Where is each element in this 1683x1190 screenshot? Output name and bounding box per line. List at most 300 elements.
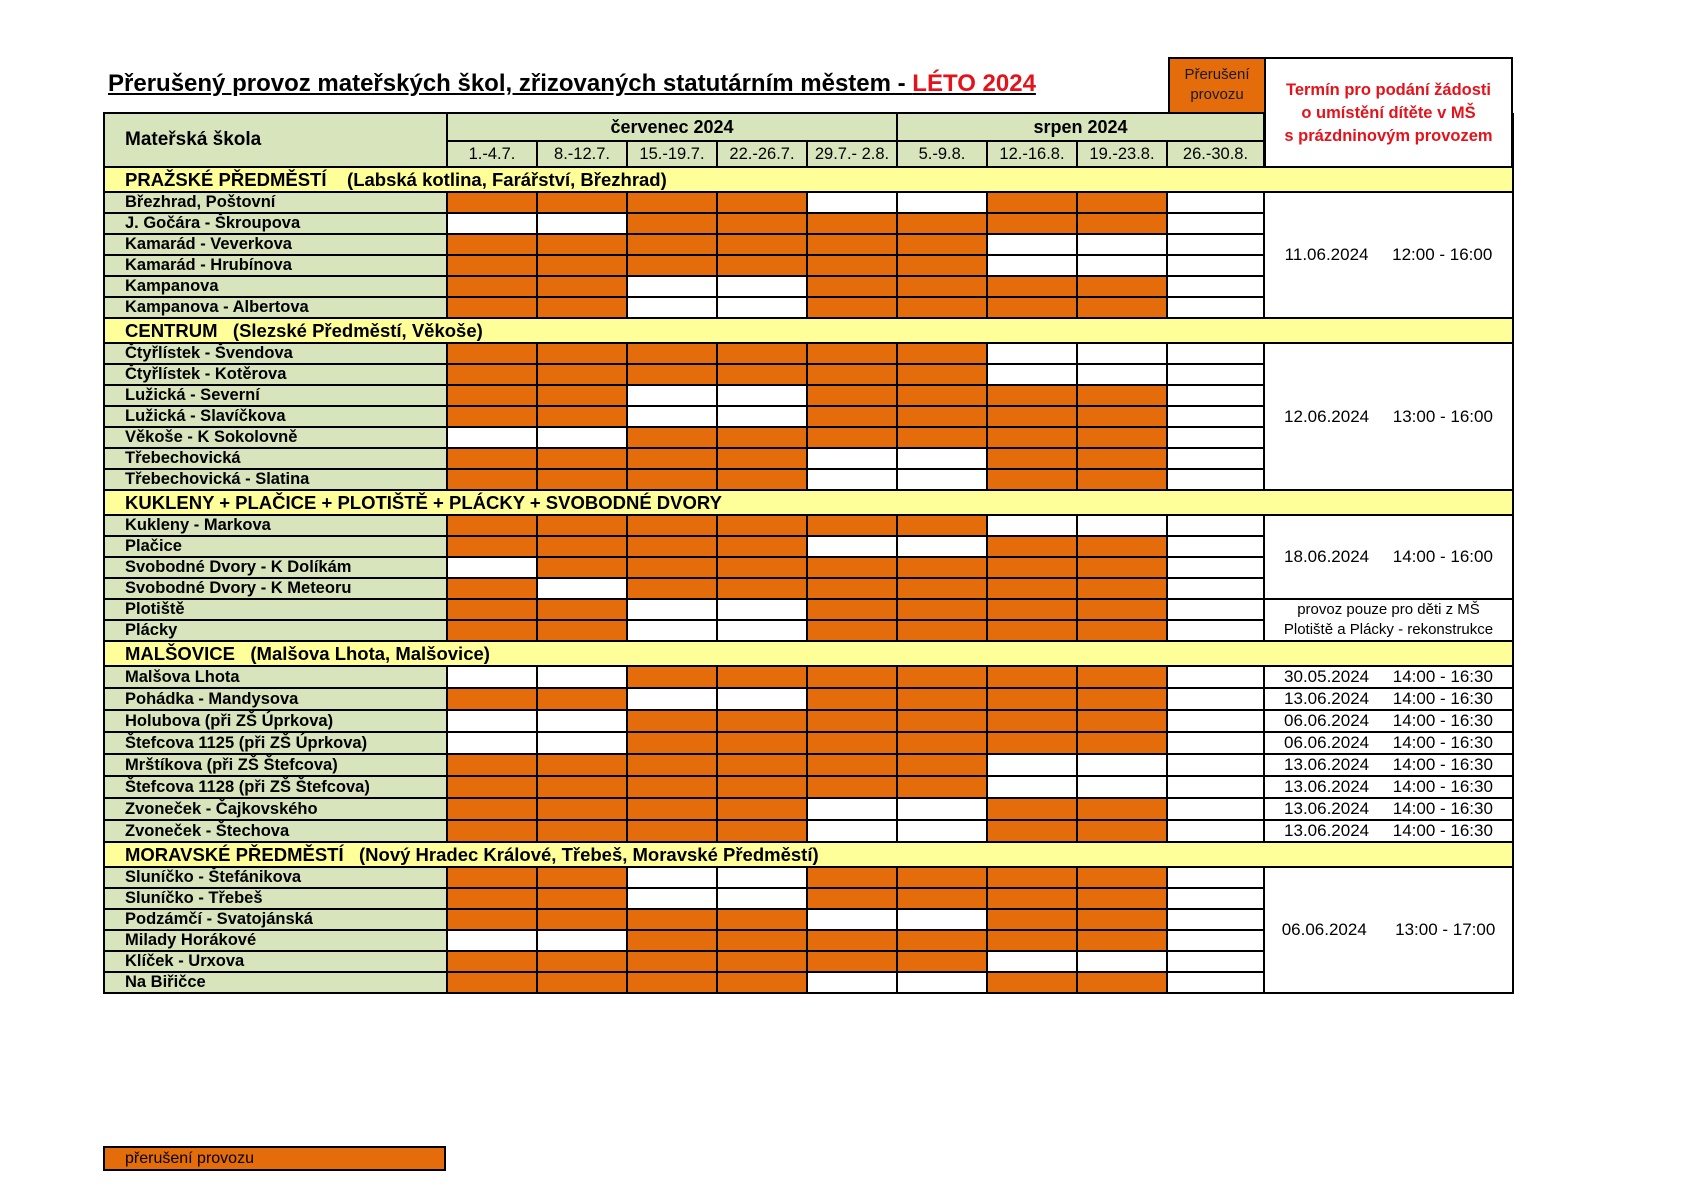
week-cell-open <box>807 972 897 993</box>
legend-interruption: přerušení provozu <box>103 1146 446 1171</box>
week-cell-open <box>627 406 717 427</box>
week-cell-interrupted <box>717 732 807 754</box>
week-cell-interrupted <box>807 710 897 732</box>
week-cell-interrupted <box>537 255 627 276</box>
week-cell-interrupted <box>807 343 897 364</box>
week-cell-open <box>987 255 1077 276</box>
week-cell-interrupted <box>717 666 807 688</box>
week-cell-interrupted <box>717 255 807 276</box>
week-cell-interrupted <box>447 515 537 536</box>
school-name: Zvoneček - Štechova <box>104 820 447 842</box>
week-cell-interrupted <box>897 888 987 909</box>
week-cell-open <box>807 536 897 557</box>
school-name: Holubova (při ZŠ Úprkova) <box>104 710 447 732</box>
week-cell-open <box>1167 666 1264 688</box>
week-cell-open <box>717 406 807 427</box>
week-cell-interrupted <box>987 599 1077 620</box>
week-cell-open <box>1167 754 1264 776</box>
week-cell-interrupted <box>807 666 897 688</box>
week-cell-interrupted <box>627 909 717 930</box>
week-cell-interrupted <box>717 930 807 951</box>
week-cell-interrupted <box>627 820 717 842</box>
week-cell-open <box>537 710 627 732</box>
week-cell-open <box>1167 578 1264 599</box>
week-cell-interrupted <box>537 909 627 930</box>
week-cell-open <box>717 867 807 888</box>
school-name: Sluníčko - Třebeš <box>104 888 447 909</box>
school-name: Plačice <box>104 536 447 557</box>
week-cell-interrupted <box>627 515 717 536</box>
school-name: Sluníčko - Štefánikova <box>104 867 447 888</box>
week-cell-interrupted <box>987 732 1077 754</box>
school-name: Klíček - Urxova <box>104 951 447 972</box>
week-cell-interrupted <box>537 888 627 909</box>
week-cell-open <box>627 620 717 641</box>
week-cell-open <box>897 909 987 930</box>
week-cell-open <box>537 732 627 754</box>
week-cell-interrupted <box>897 255 987 276</box>
week-cell-interrupted <box>987 406 1077 427</box>
week-cell-open <box>987 951 1077 972</box>
week-cell-open <box>1077 364 1167 385</box>
week-header: 22.-26.7. <box>717 141 807 167</box>
week-cell-interrupted <box>717 234 807 255</box>
week-cell-interrupted <box>987 578 1077 599</box>
week-cell-open <box>1167 867 1264 888</box>
week-cell-open <box>1077 255 1167 276</box>
week-cell-open <box>807 192 897 213</box>
week-cell-interrupted <box>1077 909 1167 930</box>
week-cell-open <box>627 688 717 710</box>
application-deadline: 13.06.2024 14:00 - 16:30 <box>1264 688 1513 710</box>
school-name: Věkoše - K Sokolovně <box>104 427 447 448</box>
school-row <box>104 688 1513 710</box>
week-cell-interrupted <box>1077 732 1167 754</box>
school-name: Štefcova 1125 (při ZŠ Úprkova) <box>104 732 447 754</box>
week-cell-interrupted <box>717 469 807 490</box>
week-cell-open <box>627 297 717 318</box>
week-cell-interrupted <box>717 427 807 448</box>
week-cell-interrupted <box>537 820 627 842</box>
week-cell-open <box>537 213 627 234</box>
week-cell-interrupted <box>537 599 627 620</box>
week-cell-interrupted <box>987 798 1077 820</box>
week-cell-interrupted <box>987 867 1077 888</box>
week-cell-interrupted <box>447 297 537 318</box>
week-cell-interrupted <box>447 599 537 620</box>
week-cell-open <box>1167 710 1264 732</box>
week-cell-interrupted <box>1077 213 1167 234</box>
week-cell-open <box>1167 776 1264 798</box>
week-cell-interrupted <box>1077 427 1167 448</box>
week-cell-open <box>447 557 537 578</box>
week-cell-interrupted <box>1077 276 1167 297</box>
week-cell-interrupted <box>1077 798 1167 820</box>
week-cell-interrupted <box>897 213 987 234</box>
week-cell-open <box>1167 798 1264 820</box>
school-row <box>104 798 1513 820</box>
week-cell-interrupted <box>627 732 717 754</box>
school-name: Podzámčí - Svatojánská <box>104 909 447 930</box>
school-name: Kamarád - Veverkova <box>104 234 447 255</box>
week-cell-open <box>987 364 1077 385</box>
week-cell-interrupted <box>537 620 627 641</box>
week-header: 15.-19.7. <box>627 141 717 167</box>
week-cell-interrupted <box>627 427 717 448</box>
week-cell-interrupted <box>717 515 807 536</box>
week-cell-open <box>717 385 807 406</box>
week-cell-open <box>1167 297 1264 318</box>
week-cell-interrupted <box>627 536 717 557</box>
week-cell-open <box>1167 536 1264 557</box>
week-cell-interrupted <box>447 364 537 385</box>
week-cell-interrupted <box>627 343 717 364</box>
week-cell-interrupted <box>537 798 627 820</box>
week-cell-interrupted <box>627 213 717 234</box>
week-cell-open <box>1167 406 1264 427</box>
school-row <box>104 599 1513 620</box>
week-cell-interrupted <box>717 972 807 993</box>
week-cell-interrupted <box>1077 710 1167 732</box>
week-cell-interrupted <box>627 255 717 276</box>
week-cell-interrupted <box>1077 620 1167 641</box>
week-cell-open <box>1167 909 1264 930</box>
school-name: Lužická - Slavíčkova <box>104 406 447 427</box>
week-cell-interrupted <box>447 820 537 842</box>
application-deadline: 13.06.2024 14:00 - 16:30 <box>1264 820 1513 842</box>
week-cell-interrupted <box>537 515 627 536</box>
week-cell-interrupted <box>807 234 897 255</box>
interruption-header-box: Přerušení provozu <box>1168 57 1266 114</box>
week-header: 8.-12.7. <box>537 141 627 167</box>
week-cell-interrupted <box>987 448 1077 469</box>
week-header: 19.-23.8. <box>1077 141 1167 167</box>
week-cell-open <box>1077 234 1167 255</box>
week-cell-open <box>1167 448 1264 469</box>
week-cell-interrupted <box>987 469 1077 490</box>
week-cell-interrupted <box>897 385 987 406</box>
school-name: Plotiště <box>104 599 447 620</box>
week-cell-interrupted <box>897 427 987 448</box>
week-cell-interrupted <box>1077 930 1167 951</box>
week-cell-open <box>717 688 807 710</box>
week-cell-interrupted <box>897 666 987 688</box>
week-cell-interrupted <box>897 951 987 972</box>
week-cell-interrupted <box>897 754 987 776</box>
week-cell-interrupted <box>987 192 1077 213</box>
school-name: Čtyřlístek - Kotěrova <box>104 364 447 385</box>
week-cell-interrupted <box>447 385 537 406</box>
week-cell-open <box>1167 427 1264 448</box>
week-cell-interrupted <box>807 515 897 536</box>
week-cell-interrupted <box>717 192 807 213</box>
week-cell-interrupted <box>897 515 987 536</box>
week-cell-interrupted <box>1077 867 1167 888</box>
school-name: Malšova Lhota <box>104 666 447 688</box>
week-cell-interrupted <box>807 776 897 798</box>
week-cell-interrupted <box>897 578 987 599</box>
week-cell-interrupted <box>627 798 717 820</box>
week-cell-interrupted <box>537 192 627 213</box>
week-cell-interrupted <box>897 930 987 951</box>
week-cell-interrupted <box>447 754 537 776</box>
week-cell-interrupted <box>897 406 987 427</box>
school-row <box>104 515 1513 536</box>
week-cell-open <box>1167 255 1264 276</box>
week-cell-interrupted <box>717 364 807 385</box>
application-deadline: 13.06.2024 14:00 - 16:30 <box>1264 776 1513 798</box>
week-cell-open <box>537 578 627 599</box>
week-cell-interrupted <box>627 578 717 599</box>
week-cell-open <box>807 798 897 820</box>
week-header: 12.-16.8. <box>987 141 1077 167</box>
week-cell-interrupted <box>987 972 1077 993</box>
school-row <box>104 820 1513 842</box>
week-cell-interrupted <box>717 536 807 557</box>
week-cell-open <box>1167 930 1264 951</box>
week-cell-interrupted <box>1077 599 1167 620</box>
school-name: Mrštíkova (při ZŠ Štefcova) <box>104 754 447 776</box>
week-cell-open <box>627 276 717 297</box>
week-cell-open <box>627 867 717 888</box>
week-cell-interrupted <box>1077 820 1167 842</box>
week-cell-interrupted <box>987 888 1077 909</box>
week-cell-interrupted <box>717 557 807 578</box>
application-deadline: 06.06.2024 14:00 - 16:30 <box>1264 710 1513 732</box>
week-cell-interrupted <box>627 972 717 993</box>
week-cell-interrupted <box>897 364 987 385</box>
week-cell-open <box>1167 385 1264 406</box>
school-name: Kukleny - Markova <box>104 515 447 536</box>
week-cell-open <box>537 427 627 448</box>
week-cell-open <box>1167 972 1264 993</box>
week-cell-interrupted <box>717 448 807 469</box>
week-cell-interrupted <box>1077 666 1167 688</box>
week-cell-interrupted <box>447 798 537 820</box>
week-cell-interrupted <box>447 972 537 993</box>
week-cell-interrupted <box>987 557 1077 578</box>
application-deadline: 06.06.2024 14:00 - 16:30 <box>1264 732 1513 754</box>
week-cell-open <box>447 427 537 448</box>
week-cell-interrupted <box>537 385 627 406</box>
week-cell-open <box>1167 688 1264 710</box>
week-cell-interrupted <box>447 688 537 710</box>
application-deadline: 30.05.2024 14:00 - 16:30 <box>1264 666 1513 688</box>
school-row <box>104 710 1513 732</box>
school-name: Svobodné Dvory - K Dolíkám <box>104 557 447 578</box>
week-cell-interrupted <box>537 557 627 578</box>
week-cell-interrupted <box>1077 578 1167 599</box>
week-cell-interrupted <box>807 557 897 578</box>
week-cell-interrupted <box>537 754 627 776</box>
week-cell-interrupted <box>627 710 717 732</box>
week-cell-interrupted <box>1077 888 1167 909</box>
week-cell-interrupted <box>987 909 1077 930</box>
week-cell-interrupted <box>717 213 807 234</box>
week-cell-interrupted <box>717 820 807 842</box>
school-name: Kampanova <box>104 276 447 297</box>
week-cell-open <box>1167 599 1264 620</box>
week-cell-open <box>897 192 987 213</box>
week-cell-open <box>1167 888 1264 909</box>
section-header: MALŠOVICE (Malšova Lhota, Malšovice) <box>104 641 1513 666</box>
week-cell-open <box>897 820 987 842</box>
week-cell-interrupted <box>897 599 987 620</box>
week-cell-interrupted <box>447 343 537 364</box>
school-row <box>104 776 1513 798</box>
week-cell-interrupted <box>1077 448 1167 469</box>
week-cell-interrupted <box>537 406 627 427</box>
week-cell-open <box>627 599 717 620</box>
week-cell-open <box>717 276 807 297</box>
week-cell-interrupted <box>807 951 897 972</box>
week-cell-interrupted <box>537 469 627 490</box>
week-cell-open <box>897 536 987 557</box>
week-cell-interrupted <box>897 620 987 641</box>
week-cell-interrupted <box>1077 385 1167 406</box>
week-cell-interrupted <box>897 776 987 798</box>
week-cell-interrupted <box>447 276 537 297</box>
school-column-header: Mateřská škola <box>104 113 447 167</box>
week-cell-interrupted <box>717 798 807 820</box>
week-cell-interrupted <box>1077 972 1167 993</box>
week-cell-open <box>1077 754 1167 776</box>
week-cell-interrupted <box>1077 192 1167 213</box>
week-cell-interrupted <box>987 820 1077 842</box>
week-cell-interrupted <box>807 213 897 234</box>
week-cell-interrupted <box>537 688 627 710</box>
week-cell-open <box>447 213 537 234</box>
week-cell-interrupted <box>1077 406 1167 427</box>
week-cell-interrupted <box>807 888 897 909</box>
week-cell-interrupted <box>537 297 627 318</box>
week-cell-open <box>1167 732 1264 754</box>
week-cell-open <box>1167 192 1264 213</box>
week-cell-open <box>1077 515 1167 536</box>
week-cell-open <box>627 888 717 909</box>
week-cell-interrupted <box>537 972 627 993</box>
week-cell-interrupted <box>447 578 537 599</box>
week-cell-interrupted <box>987 710 1077 732</box>
week-cell-interrupted <box>447 234 537 255</box>
week-cell-interrupted <box>627 557 717 578</box>
week-cell-interrupted <box>537 234 627 255</box>
week-cell-interrupted <box>897 343 987 364</box>
application-deadline: 13.06.2024 14:00 - 16:30 <box>1264 798 1513 820</box>
week-cell-open <box>1167 951 1264 972</box>
section-header: CENTRUM (Slezské Předměstí, Věkoše) <box>104 318 1513 343</box>
week-cell-interrupted <box>1077 297 1167 318</box>
application-deadline: provoz pouze pro děti z MŠ Plotiště a Plácky - rekonstrukce <box>1264 599 1513 641</box>
week-cell-open <box>717 297 807 318</box>
week-cell-open <box>717 599 807 620</box>
week-cell-open <box>717 620 807 641</box>
week-cell-open <box>1167 469 1264 490</box>
week-cell-interrupted <box>447 888 537 909</box>
week-cell-interrupted <box>987 297 1077 318</box>
week-cell-interrupted <box>807 620 897 641</box>
school-name: Březhrad, Poštovní <box>104 192 447 213</box>
week-cell-interrupted <box>537 343 627 364</box>
school-row <box>104 192 1513 213</box>
week-cell-interrupted <box>807 599 897 620</box>
week-cell-interrupted <box>447 951 537 972</box>
week-cell-interrupted <box>987 536 1077 557</box>
week-cell-interrupted <box>1077 469 1167 490</box>
week-cell-open <box>987 515 1077 536</box>
schedule-table <box>103 112 1514 994</box>
school-row <box>104 754 1513 776</box>
week-cell-interrupted <box>447 448 537 469</box>
week-cell-interrupted <box>627 192 717 213</box>
week-cell-interrupted <box>537 364 627 385</box>
week-cell-open <box>717 888 807 909</box>
week-cell-open <box>897 972 987 993</box>
week-cell-interrupted <box>897 234 987 255</box>
week-cell-interrupted <box>897 297 987 318</box>
week-cell-open <box>897 469 987 490</box>
week-cell-interrupted <box>447 192 537 213</box>
week-cell-interrupted <box>807 732 897 754</box>
week-cell-open <box>537 666 627 688</box>
school-row <box>104 343 1513 364</box>
week-cell-interrupted <box>627 234 717 255</box>
week-cell-interrupted <box>627 930 717 951</box>
week-cell-interrupted <box>447 406 537 427</box>
week-header: 26.-30.8. <box>1167 141 1264 167</box>
week-cell-interrupted <box>897 688 987 710</box>
week-cell-open <box>807 820 897 842</box>
week-cell-open <box>1167 343 1264 364</box>
section-header: KUKLENY + PLAČICE + PLOTIŠTĚ + PLÁCKY + SVOBODNÉ DVORY <box>104 490 1513 515</box>
school-name: J. Gočára - Škroupova <box>104 213 447 234</box>
week-cell-interrupted <box>447 776 537 798</box>
school-row <box>104 867 1513 888</box>
week-cell-interrupted <box>447 536 537 557</box>
school-name: Pohádka - Mandysova <box>104 688 447 710</box>
week-cell-interrupted <box>627 666 717 688</box>
week-cell-open <box>1077 776 1167 798</box>
school-name: Kampanova - Albertova <box>104 297 447 318</box>
page-title <box>108 70 1036 98</box>
week-cell-open <box>447 710 537 732</box>
week-header: 29.7.- 2.8. <box>807 141 897 167</box>
week-cell-interrupted <box>807 385 897 406</box>
week-cell-interrupted <box>897 276 987 297</box>
week-cell-interrupted <box>627 469 717 490</box>
month-header-august: srpen 2024 <box>897 113 1264 141</box>
week-cell-interrupted <box>807 688 897 710</box>
section-header: PRAŽSKÉ PŘEDMĚSTÍ (Labská kotlina, Farářství, Březhrad) <box>104 167 1513 192</box>
week-cell-interrupted <box>537 776 627 798</box>
week-cell-interrupted <box>447 909 537 930</box>
week-cell-open <box>1167 515 1264 536</box>
week-cell-interrupted <box>897 732 987 754</box>
week-cell-open <box>1167 557 1264 578</box>
school-row <box>104 666 1513 688</box>
application-deadline: 06.06.2024 13:00 - 17:00 <box>1264 867 1513 993</box>
school-name: Čtyřlístek - Švendova <box>104 343 447 364</box>
week-cell-interrupted <box>807 754 897 776</box>
school-name: Třebechovická - Slatina <box>104 469 447 490</box>
title-highlight: LÉTO 2024 <box>912 70 1036 97</box>
week-cell-open <box>987 234 1077 255</box>
week-cell-interrupted <box>807 406 897 427</box>
week-cell-interrupted <box>717 343 807 364</box>
week-cell-open <box>1167 620 1264 641</box>
school-name: Štefcova 1128 (při ZŠ Štefcova) <box>104 776 447 798</box>
week-cell-interrupted <box>987 276 1077 297</box>
